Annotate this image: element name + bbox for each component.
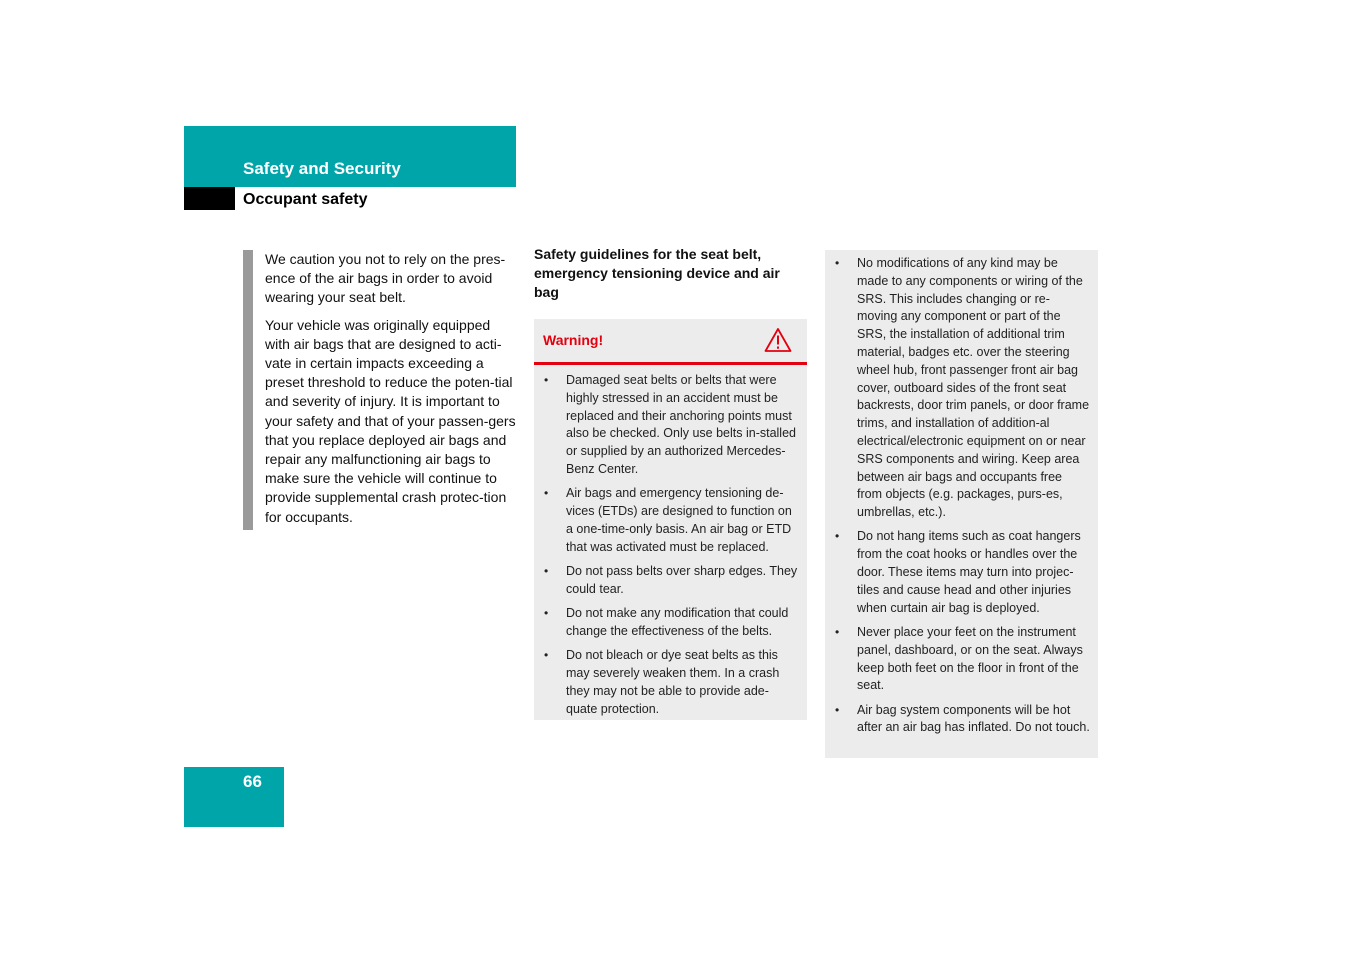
list-item: • Do not make any modification that could change the effectiveness of the belts.	[544, 606, 789, 638]
page-number-box	[184, 767, 284, 827]
list-item: • Do not pass belts over sharp edges. They could tear.	[544, 563, 798, 596]
list-item: • Do not hang items such as coat hangers from the coat hooks or handles over the door. These items may turn into projec-tiles and cause head and other injuries when curtain air bag is deployed.	[835, 529, 1081, 615]
list-item: • Air bags and emergency tensioning de-vices (ETDs) are designed to function on a one-time-only basis. An air bag or ETD that was activated must be replaced.	[544, 486, 792, 554]
side-note-paragraph: We caution you not to rely on the pres-ence of the air bags in order to avoid wearing your seat belt.	[265, 251, 506, 306]
list-item: • Do not bleach or dye seat belts as this may severely weaken them. In a crash they may not be able to provide ade-quate protection.	[544, 648, 780, 716]
warning-label: Warning!	[543, 332, 604, 348]
list-item: • No modifications of any kind may be made to any components or wiring of the SRS. This includes changing or re-moving any component or part of the SRS, the installation of additional trim material, badges etc. over the steering wheel hub, front passenger front air bag cover, outboard sides of the front seat backrests, door trim panels, or door frame trims, and installation of addition-al electrical/electronic equipment on or near SRS components and wiring. Keep area between air bags and occupants free from objects (e.g. packages, purs-es, umbrellas, etc.).	[835, 256, 1090, 520]
warning-header	[534, 319, 807, 365]
continued-warning-list	[825, 250, 1098, 737]
subsection-marker	[184, 187, 235, 210]
subsection-title: Occupant safety	[243, 191, 368, 208]
side-note-paragraph: Your vehicle was originally equipped with air bags that are designed to acti-vate in certain impacts exceeding a preset threshold to reduce the poten-tial and severity of injury. It is important to your safety and that of your passen-gers that you replace deployed air bags and repair any malfunctioning air bags to make sure the vehicle will continue to provide supplemental crash protec-tion for occupants.	[265, 316, 516, 525]
section-title: Safety and Security	[243, 159, 401, 178]
warning-box	[534, 319, 807, 720]
continued-warning-box	[825, 250, 1098, 758]
side-note	[243, 250, 517, 530]
guidelines-heading: Safety guidelines for the seat belt, emergency tensioning device and air bag	[534, 246, 780, 300]
list-item: • Air bag system components will be hot after an air bag has inflated. Do not touch.	[835, 702, 1090, 735]
warning-list	[534, 365, 807, 718]
side-note-bar	[243, 250, 253, 530]
list-item: • Damaged seat belts or belts that were highly stressed in an accident must be replaced and their anchoring points must also be checked. Only use belts in-stalled or supplied by an authorized Mercedes-Benz Center.	[544, 373, 796, 476]
page-number: 66	[243, 772, 262, 791]
list-item: • Never place your feet on the instrument panel, dashboard, or on the seat. Always keep both feet on the floor in front of the seat.	[835, 624, 1083, 693]
warning-triangle-icon	[764, 327, 792, 353]
